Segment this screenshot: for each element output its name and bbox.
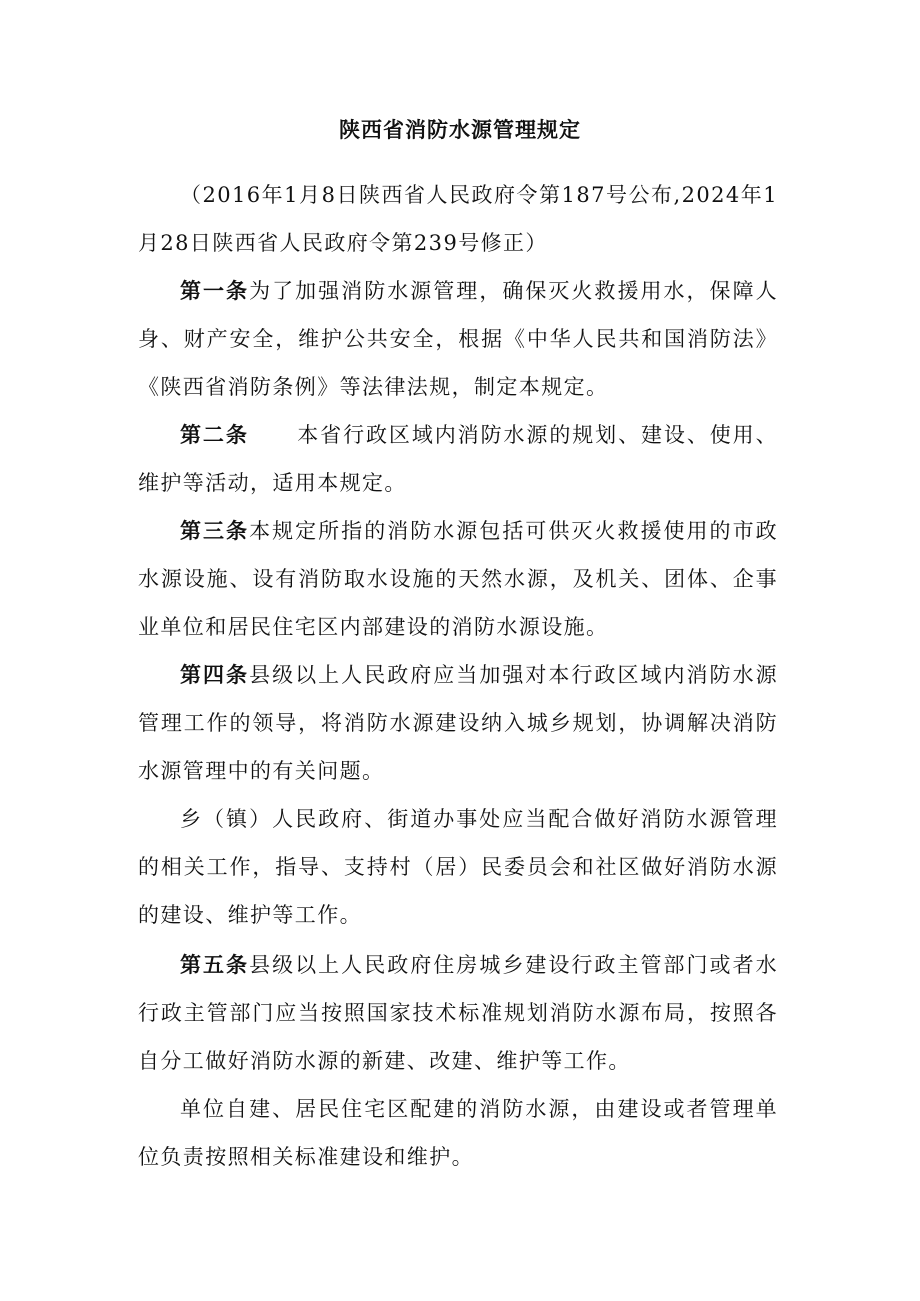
- article-3: [138, 507, 778, 651]
- article-2: [138, 411, 778, 507]
- article-5-followup: 单位自建、居民住宅区配建的消防水源，由建设或者管理单位负责按照相关标准建设和维护。: [138, 1097, 778, 1169]
- article-1-text: 为了加强消防水源管理，确保灭火救援用水，保障人身、财产安全，维护公共安全，根据《中华人民共和国消防法》《陕西省消防条例》等法律法规，制定本规定。: [138, 279, 778, 399]
- article-3-label: 第三条: [180, 518, 250, 543]
- article-2-text: 本省行政区域内消防水源的规划、建设、使用、维护等活动，适用本规定。: [138, 423, 778, 495]
- document-title: 陕西省消防水源管理规定: [339, 117, 581, 142]
- article-5: [138, 941, 778, 1085]
- article-1: [138, 267, 778, 411]
- article-2-label: 第二条: [180, 422, 249, 447]
- article-5-label: 第五条: [180, 952, 250, 977]
- article-4-text: 县级以上人民政府应当加强对本行政区域内消防水源管理工作的领导，将消防水源建设纳入城乡规划，协调解决消防水源管理中的有关问题。: [138, 663, 778, 783]
- preamble: （2016年1月8日陕西省人民政府令第187号公布,2024年1月28日陕西省人民政府令第239号修正）: [138, 183, 778, 255]
- article-4-followup: 乡（镇）人民政府、街道办事处应当配合做好消防水源管理的相关工作，指导、支持村（居）民委员会和社区做好消防水源的建设、维护等工作。: [138, 807, 778, 927]
- article-4: [138, 651, 778, 795]
- article-5-text: 县级以上人民政府住房城乡建设行政主管部门或者水行政主管部门应当按照国家技术标准规划消防水源布局，按照各自分工做好消防水源的新建、改建、维护等工作。: [138, 953, 778, 1073]
- article-3-text: 本规定所指的消防水源包括可供灭火救援使用的市政水源设施、设有消防取水设施的天然水源，及机关、团体、企事业单位和居民住宅区内部建设的消防水源设施。: [138, 519, 778, 639]
- article-1-label: 第一条: [180, 278, 250, 303]
- article-4-label: 第四条: [180, 662, 250, 687]
